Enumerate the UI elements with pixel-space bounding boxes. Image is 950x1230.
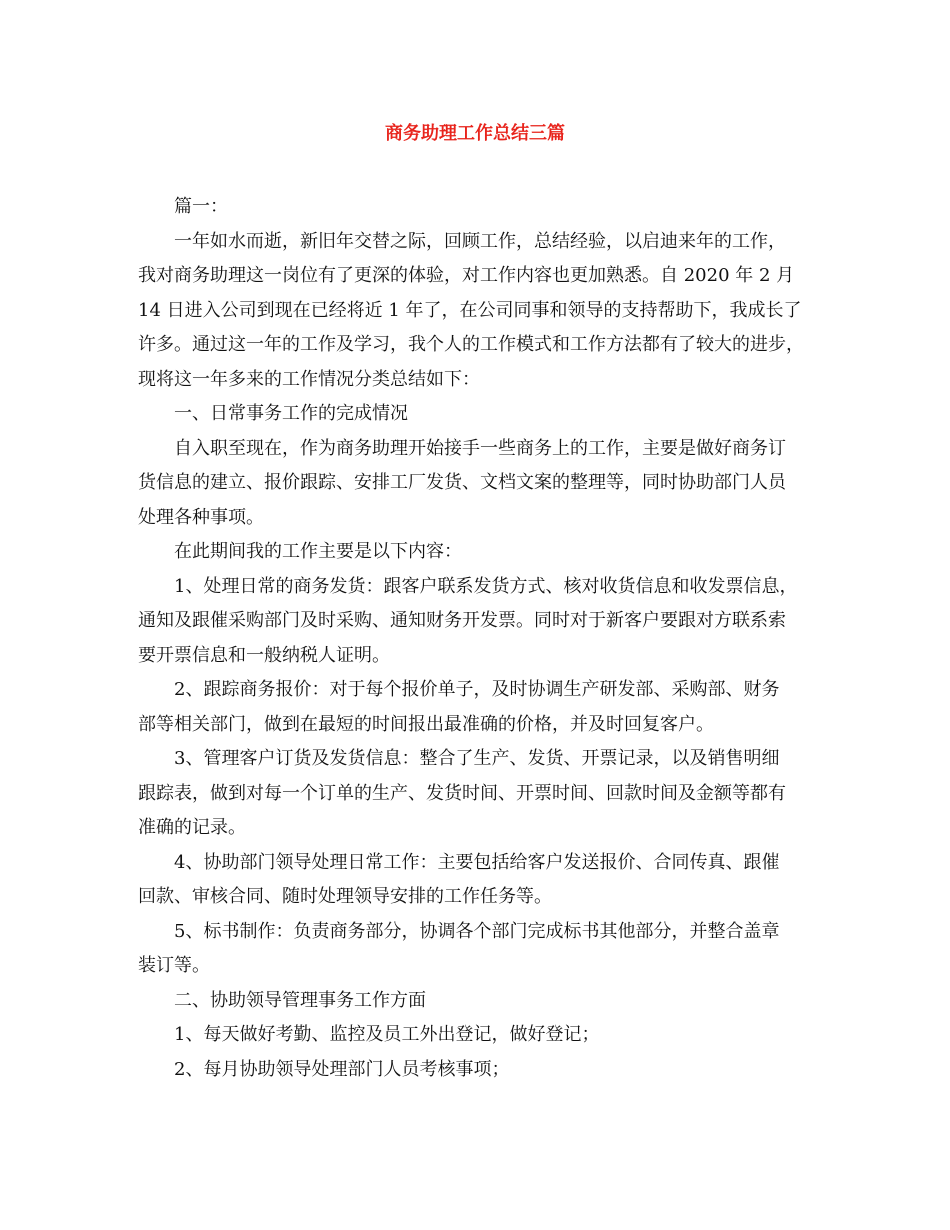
paragraph-line: 处理各种事项。 xyxy=(138,506,264,528)
paragraph-line: 一年如水而逝，新旧年交替之际，回顾工作，总结经验，以启迪来年的工作， xyxy=(174,230,786,252)
document-title: 商务助理工作总结三篇 xyxy=(385,123,565,144)
list-item-line: 2、每月协助领导处理部门人员考核事项； xyxy=(174,1058,510,1080)
paragraph-line: 部等相关部门，做到在最短的时间报出最准确的价格，并及时回复客户。 xyxy=(138,713,714,735)
list-item-line: 5、标书制作：负责商务部分，协调各个部门完成标书其他部分，并整合盖章 xyxy=(174,920,780,942)
section-heading: 一、日常事务工作的完成情况 xyxy=(174,403,408,424)
list-item-line: 1、每天做好考勤、监控及员工外出登记，做好登记； xyxy=(174,1024,600,1045)
document-body xyxy=(138,190,818,1087)
paragraph-line: 自入职至现在，作为商务助理开始接手一些商务上的工作，主要是做好商务订 xyxy=(174,437,786,459)
paragraph-line: 篇一： xyxy=(174,196,228,217)
paragraph-line: 在此期间我的工作主要是以下内容： xyxy=(174,541,462,562)
paragraph-line: 要开票信息和一般纳税人证明。 xyxy=(138,644,390,666)
paragraph-line: 跟踪表，做到对每一个订单的生产、发货时间、开票时间、回款时间及金额等都有 xyxy=(138,782,786,804)
paragraph-line: 14 日进入公司到现在已经将近 1 年了，在公司同事和领导的支持帮助下，我成长了 xyxy=(138,299,802,321)
paragraph-line: 装订等。 xyxy=(138,955,210,976)
list-item-line: 3、管理客户订货及发货信息：整合了生产、发货、开票记录，以及销售明细 xyxy=(174,748,780,769)
paragraph-line: 我对商务助理这一岗位有了更深的体验，对工作内容也更加熟悉。自 2020 年 2 月 xyxy=(138,265,795,286)
list-item-line: 4、协助部门领导处理日常工作：主要包括给客户发送报价、合同传真、跟催 xyxy=(174,851,780,873)
paragraph-line: 货信息的建立、报价跟踪、安排工厂发货、文档文案的整理等，同时协助部门人员 xyxy=(138,472,786,493)
paragraph-line: 许多。通过这一年的工作及学习，我个人的工作模式和工作方法都有了较大的进步， xyxy=(138,334,804,355)
paragraph-line: 回款、审核合同、随时处理领导安排的工作任务等。 xyxy=(138,886,552,907)
paragraph-line: 通知及跟催采购部门及时采购、通知财务开发票。同时对于新客户要跟对方联系索 xyxy=(138,610,786,631)
paragraph-line: 准确的记录。 xyxy=(138,817,246,838)
section-heading: 二、协助领导管理事务工作方面 xyxy=(174,989,426,1011)
list-item-line: 2、跟踪商务报价：对于每个报价单子，及时协调生产研发部、采购部、财务 xyxy=(174,679,780,700)
paragraph-line: 现将这一年多来的工作情况分类总结如下： xyxy=(138,368,480,390)
list-item-line: 1、处理日常的商务发货：跟客户联系发货方式、核对收货信息和收发票信息， xyxy=(174,575,798,597)
